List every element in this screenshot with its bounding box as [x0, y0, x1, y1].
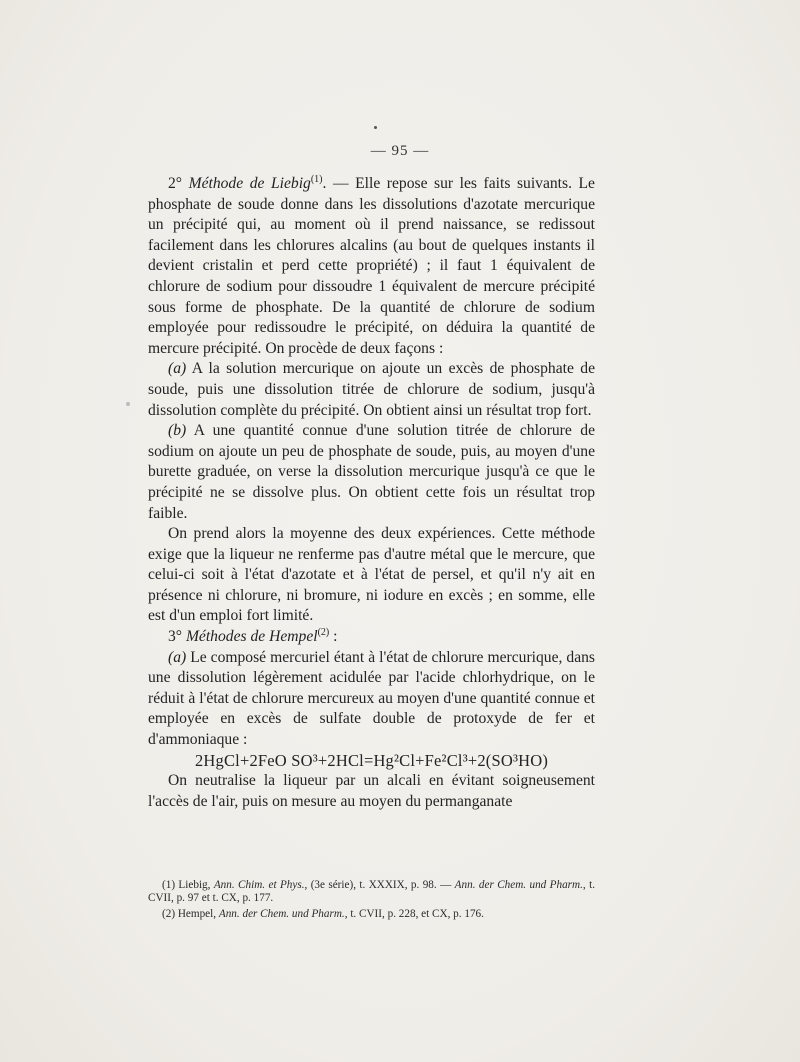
journal-title: Ann. der Chem. und Pharm. — [454, 879, 583, 891]
item-label: (a) — [168, 648, 187, 666]
footnote-text: , t. CVII, p. 97 et t. CX, p. 177. — [148, 879, 596, 904]
journal-title: Ann. Chim. et Phys. — [213, 879, 305, 891]
paragraph-text: Le composé mercuriel étant à l'état de chlorure mercurique, dans une dissolution légèrement acidulée par l'acide chlorhydrique, on le réduit à l'état de chlorure mercureux au moyen d'une quantité connue et employée en excès de sulfate double de protoxyde de fer et d'ammoniaque : — [148, 648, 595, 749]
paragraph-method-b — [148, 421, 595, 524]
footnote-text: , (3e série), t. XXXIX, p. 98. — — [304, 879, 455, 891]
footnote-1 — [148, 879, 595, 905]
paragraph-text: A une quantité connue d'une solution titrée de chlorure de sodium on ajoute un peu de phosphate de soude, puis, au moyen d'une burette graduée, on verse la dissolution mercurique jusqu'à ce que le précipité ne se dissolve plus. On obtient cette fois un résultat trop faible. — [148, 422, 595, 522]
section-number: 2° — [168, 175, 189, 192]
ink-speck — [374, 126, 377, 129]
footnotes — [148, 879, 595, 924]
paragraph-neutralise: On neutralise la liqueur par un alcali en évitant soigneusement l'accès de l'air, puis on mesure au moyen du permanganate — [148, 772, 595, 810]
footnote-ref: (1) — [310, 173, 323, 185]
journal-title: Ann. der Chem. und Pharm. — [218, 908, 345, 920]
paragraph-hempel-a — [148, 648, 595, 751]
paragraph-text: On prend alors la moyenne des deux expériences. Cette méthode exige que la liqueur ne renferme pas d'autre métal que le mercure, que celui-ci soit à l'état d'azotate et à l'état de persel, et qu'il n'y ait en présence ni chlorure, ni bromure, ni iodure en excès ; en somme, elle est d'un emploi fort limité. — [148, 525, 595, 625]
item-label: (b) — [168, 422, 187, 440]
section-number: 3° — [168, 628, 186, 646]
footnote-2 — [148, 908, 595, 921]
paragraph-liebig-method — [148, 174, 595, 359]
paragraph-average — [148, 524, 595, 627]
item-label: (a) — [168, 360, 187, 378]
paragraph-text: A la solution mercurique on ajoute un excès de phosphate de soude, puis une dissolution titrée de chlorure de sodium, jusqu'à dissolution complète du précipité. On obtient ainsi un résultat trop fort. — [148, 360, 595, 419]
margin-mark — [126, 402, 130, 406]
footnote-text: (2) Hempel, — [162, 908, 219, 920]
paragraph-hempel-heading — [148, 627, 595, 648]
page-number: — 95 — — [370, 143, 430, 159]
footnote-text: (1) Liebig, — [162, 879, 214, 891]
footnote-text: , t. CVII, p. 228, et CX, p. 176. — [344, 908, 484, 920]
main-text — [148, 174, 595, 812]
section-title: Méthodes de Hempel — [185, 628, 318, 646]
section-title: Méthode de Liebig — [188, 175, 311, 192]
paragraph-method-a — [148, 359, 595, 421]
paragraph-text: : — [329, 628, 338, 646]
chemical-equation: 2HgCl+2FeO SO³+2HCl=Hg²Cl+Fe²Cl³+2(SO³HO) — [194, 750, 549, 770]
footnote-ref: (2) — [317, 626, 330, 638]
paragraph-text: . — Elle repose sur les faits suivants. Le phosphate de soude donne dans les dissolutions d'azotate mercurique un précipité qui, au moment où il prend naissance, se redissout facilement dans les chlorures alcalins (au bout de quelques instants il devient cristalin et perd cette propriété) ; il faut 1 équivalent de chlorure de sodium pour dissoudre 1 équivalent de mercure précipité sous forme de phosphate. De la quantité de chlorure de sodium employée pour redissoudre le précipité, on déduira la quantité de mercure précipité. On procède de deux façons : — [148, 175, 595, 357]
